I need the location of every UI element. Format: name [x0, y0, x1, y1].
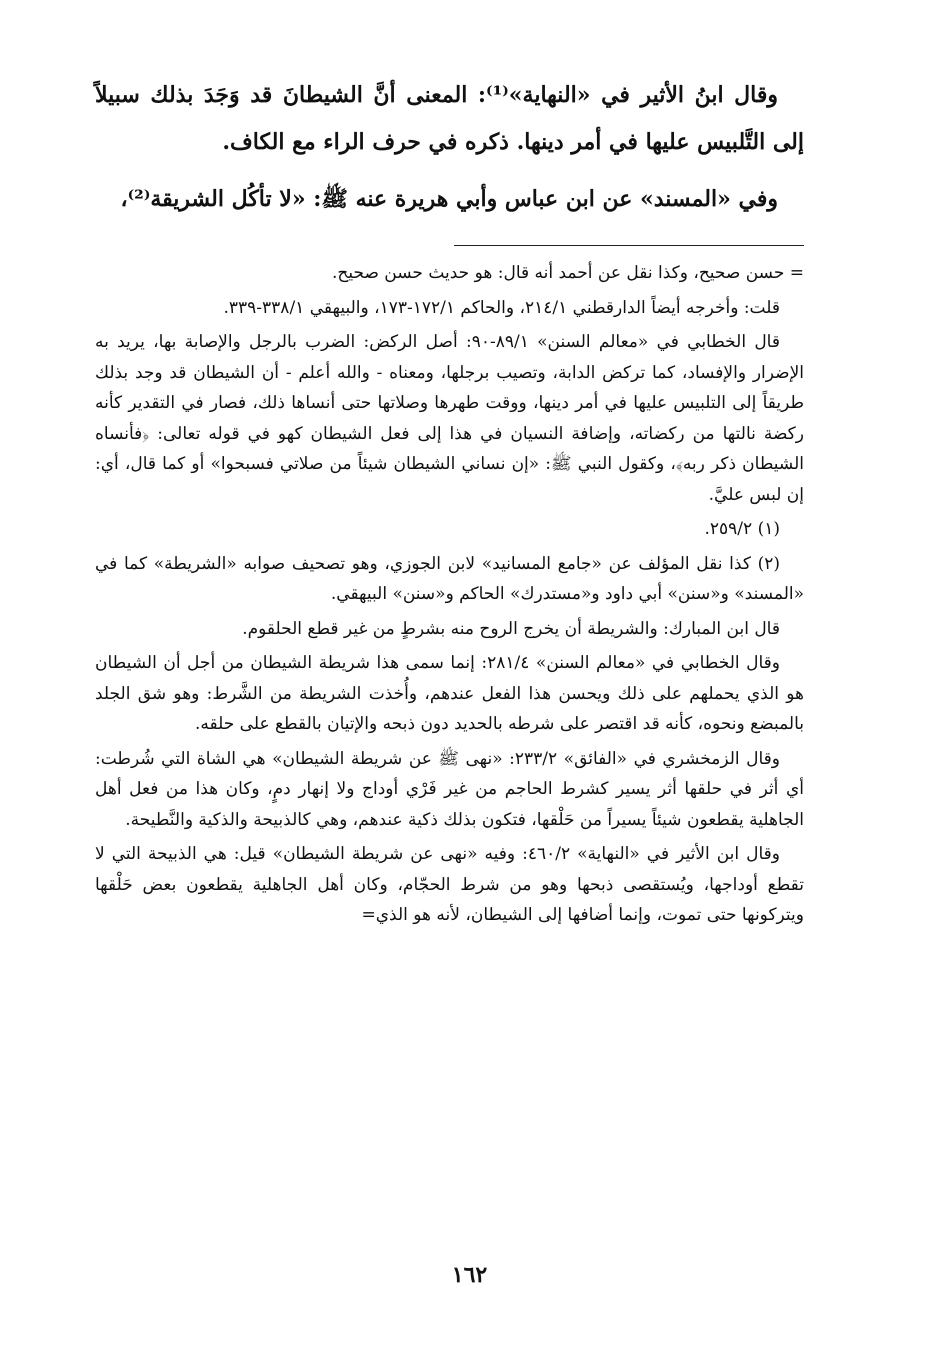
footnote-separator: [454, 245, 804, 246]
footnote-paragraph: وقال ابن الأثير في «النهاية» ٤٦٠/٢: وفيه «نهى عن شريطة الشيطان» قيل: هي الذبيحة التي لا تقطع أوداجها، ويُستقصى ذبحها وهو من شرط الحجّام، وكان أهل الجاهلية يقطعون بعض حَلْقها ويتركونها حتى تموت، وإنما أضافها إلى الشيطان، لأنه هو الذي=: [95, 844, 804, 925]
footnotes: [95, 258, 804, 935]
footnote-paragraph: قال الخطابي في «معالم السنن» ٨٩/١-٩٠: أصل الركض: الضرب بالرجل والإصابة بها، يريد به الإضرار والإفساد، كما تركض الدابة، وتصيب برجلها، ومعناه - والله أعلم - أن الشيطان قد وجد بذلك طريقاً إلى التلبيس عليها في أمر دينها، ووقت طهرها وصلاتها حتى أنساها ذلك، فصار في التقدير كأنه ركضة نالتها من ركضاته، وإضافة النسيان في هذا إلى فعل الشيطان كهو في قوله تعالى: ﴿فأنساه الشيطان ذكر ربه﴾، وكقول النبي ﷺ: «إن نساني الشيطان شيئاً من صلاتي فسبحوا» أو كما قال، أي: إن لبس عليَّ.: [95, 332, 804, 505]
footnote-continuation: = حسن صحيح، وكذا نقل عن أحمد أنه قال: هو حديث حسن صحيح.: [331, 263, 804, 283]
footnote-paragraph: وقال الزمخشري في «الفائق» ٢٣٣/٢: «نهى ﷺ عن شريطة الشيطان» هي الشاة التي شُرطت: أي أثر في حلقها أثر يسير كشرط الحاجم من غير فَرْي أوداج ولا إنهار دمٍ، وكان هذا من فعل أهل الجاهلية يقطعون شيئاً يسيراً من حَلْقها، فتكون بذلك ذكية عندهم، وهي كالذبيحة والذكية والنَّطيحة.: [95, 748, 804, 830]
main-paragraph: وفي «المسند» عن ابن عباس وأبي هريرة عنه ﷺ: «لا تأكُل الشريقة⁽²⁾،: [120, 186, 778, 212]
footnote-paragraph: قلت: وأخرجه أيضاً الدارقطني ٢١٤/١، والحاكم ١٧٢/١-١٧٣، والبيهقي ٣٣٨/١-٣٣٩.: [223, 297, 780, 318]
footnote-paragraph: قال ابن المبارك: والشريطة أن يخرج الروح منه بشرطٍ من غير قطع الحلقوم.: [242, 618, 780, 639]
page-number: ١٦٢: [451, 1262, 488, 1288]
footnote-1: (١) ٢٥٩/٢.: [704, 519, 780, 539]
footnote-2: (٢) كذا نقل المؤلف عن «جامع المسانيد» لابن الجوزي، وهو تصحيف صوابه «الشريطة» كما في «المسند» و«سنن» أبي داود و«مستدرك» الحاكم و«سنن» البيهقي.: [95, 553, 804, 604]
main-text: [95, 72, 804, 233]
main-paragraph: وقال ابنُ الأثير في «النهاية»⁽¹⁾: المعنى أنَّ الشيطانَ قد وَجَدَ بذلك سبيلاً إلى التَّلبيس عليها في أمر دينها. ذكره في حرف الراء مع الكاف.: [95, 82, 804, 155]
footnote-paragraph: وقال الخطابي في «معالم السنن» ٢٨١/٤: إنما سمى هذا شريطة الشيطان من أجل أن الشيطان هو الذي يحملهم على ذلك ويحسن هذا الفعل عندهم، وأُخذت الشريطة من الشَّرط: وهو شق الجلد بالمبضع ونحوه، كأنه قد اقتصر على شرطه بالحديد دون ذبحه والإتيان بالقطع على حلقه.: [95, 653, 804, 734]
